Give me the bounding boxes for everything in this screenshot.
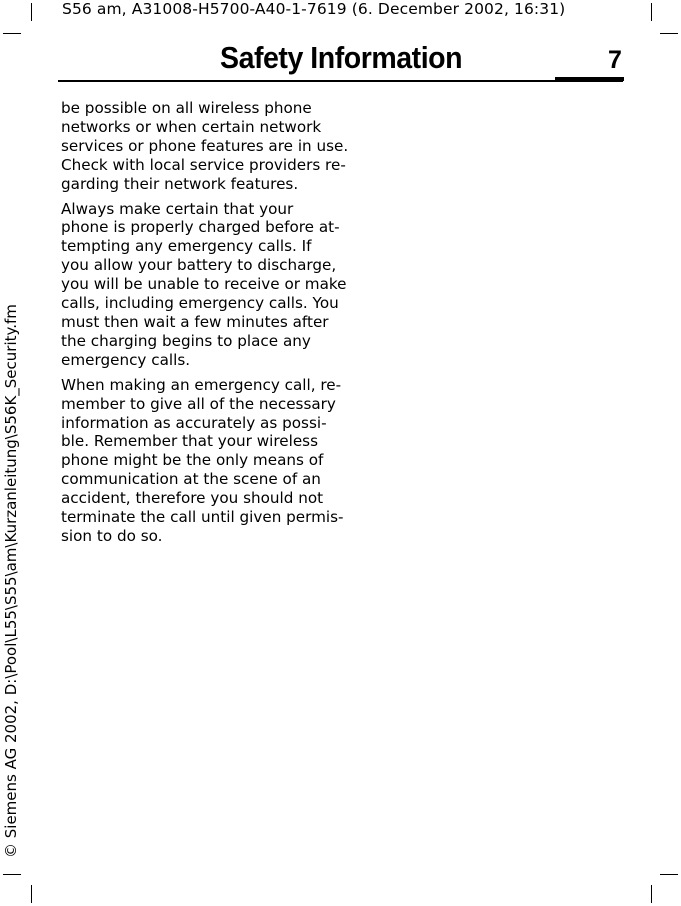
- text-line: must then wait a few minutes after: [61, 312, 329, 331]
- text-line: information as accurately as possi-: [61, 413, 327, 432]
- page-title: Safety Information: [220, 40, 463, 75]
- text-line: Check with local service providers re-: [61, 155, 346, 174]
- text-line: terminate the call until given permis-: [61, 508, 344, 527]
- text-line: be possible on all wireless phone: [61, 99, 312, 117]
- crop-mark: [651, 3, 652, 21]
- text-line: emergency calls.: [61, 350, 191, 369]
- text-line: accident, therefore you should not: [61, 489, 324, 508]
- text-line: When making an emergency call, re-: [61, 375, 342, 394]
- crop-mark: [3, 874, 21, 875]
- crop-mark: [651, 885, 652, 903]
- text-line: tempting any emergency calls. If: [61, 237, 312, 256]
- copyright-margin-note: © Siemens AG 2002, D:\Pool\L55\S55\am\Kurzanleitung\S56K_Security.fm: [2, 304, 20, 858]
- text-line: communication at the scene of an: [61, 470, 321, 489]
- crop-mark: [660, 33, 678, 34]
- text-line: calls, including emergency calls. You: [61, 294, 339, 313]
- crop-mark: [31, 885, 32, 903]
- paragraph: [61, 375, 344, 546]
- text-line: ble. Remember that your wireless: [61, 432, 318, 451]
- print-header: S56 am, A31008-H5700-A40-1-7619 (6. December 2002, 16:31): [62, 0, 566, 18]
- text-line: you allow your battery to discharge,: [61, 256, 337, 275]
- text-line: Always make certain that your: [61, 199, 294, 218]
- text-line: the charging begins to place any: [61, 331, 311, 350]
- text-line: phone is properly charged before at-: [61, 218, 340, 237]
- page-number: 7: [608, 46, 622, 74]
- text-line: services or phone features are in use.: [61, 136, 349, 155]
- text-line: phone might be the only means of: [61, 451, 324, 470]
- text-line: networks or when certain network: [61, 117, 322, 136]
- header-rule: [58, 80, 623, 82]
- text-line: member to give all of the necessary: [61, 394, 336, 413]
- crop-mark: [660, 874, 678, 875]
- paragraph: [61, 199, 347, 370]
- crop-mark: [3, 33, 21, 34]
- text-line: you will be unable to receive or make: [61, 275, 347, 294]
- crop-mark: [31, 3, 32, 21]
- page-number-bar: [555, 77, 624, 81]
- text-line: garding their network features.: [61, 174, 299, 193]
- text-line: sion to do so.: [61, 526, 163, 545]
- body-column: [61, 99, 349, 552]
- paragraph: [61, 99, 349, 194]
